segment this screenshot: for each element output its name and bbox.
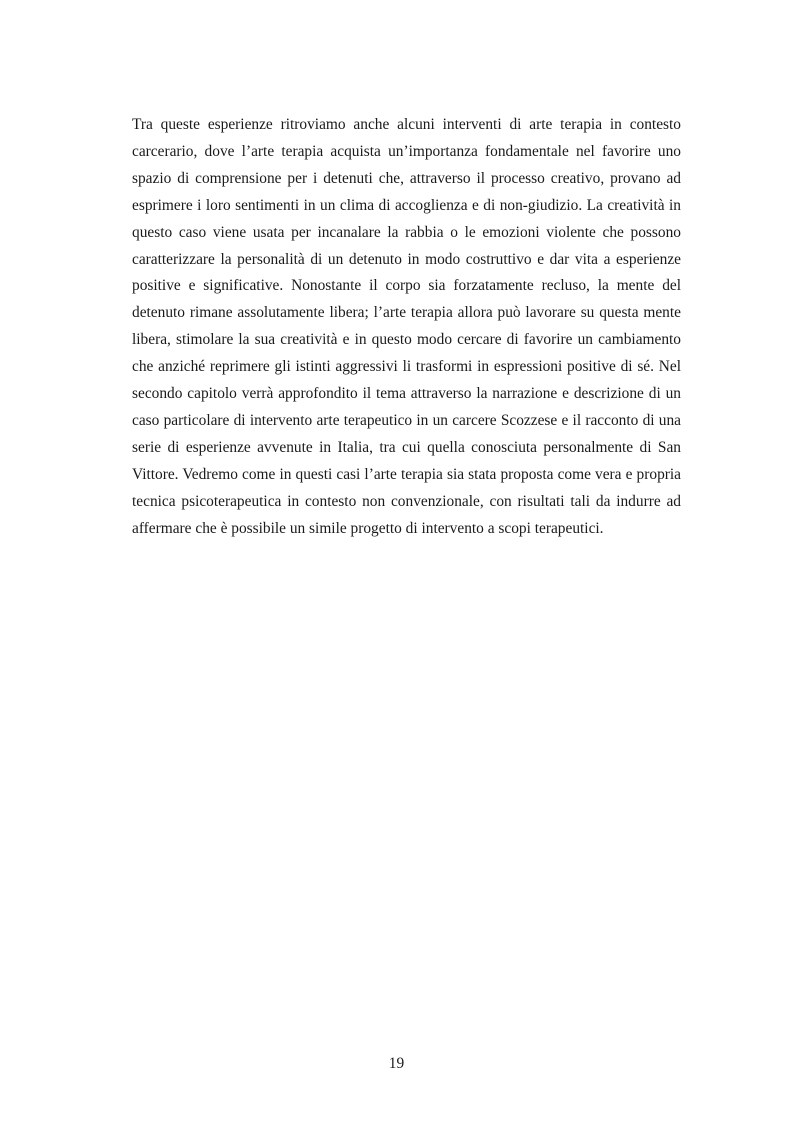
- body-paragraph: Tra queste esperienze ritroviamo anche alcuni interventi di arte terapia in contesto carcerario, dove l’arte terapia acquista un’importanza fondamentale nel favorire uno spazio di comprensione per i detenuti che, attraverso il processo creativo, provano ad esprimere i loro sentimenti in un clima di accoglienza e di non-giudizio. La creatività in questo caso viene usata per incanalare la rabbia o le emozioni violente che possono caratterizzare la personalità di un detenuto in modo costruttivo e dar vita a esperienze positive e significative. Nonostante il corpo sia forzatamente recluso, la mente del detenuto rimane assolutamente libera; l’arte terapia allora può lavorare su questa mente libera, stimolare la sua creatività e in questo modo cercare di favorire un cambiamento che anziché reprimere gli istinti aggressivi li trasformi in espressioni positive di sé. Nel secondo capitolo verrà approfondito il tema attraverso la narrazione e descrizione di un caso particolare di intervento arte terapeutico in un carcere Scozzese e il racconto di una serie di esperienze avvenute in Italia, tra cui quella conosciuta personalmente di San Vittore. Vedremo come in questi casi l’arte terapia sia stata proposta come vera e propria tecnica psicoterapeutica in contesto non convenzionale, con risultati tali da indurre ad affermare che è possibile un simile progetto di intervento a scopi terapeutici.: [132, 116, 681, 537]
- page-number: 19: [388, 1055, 405, 1072]
